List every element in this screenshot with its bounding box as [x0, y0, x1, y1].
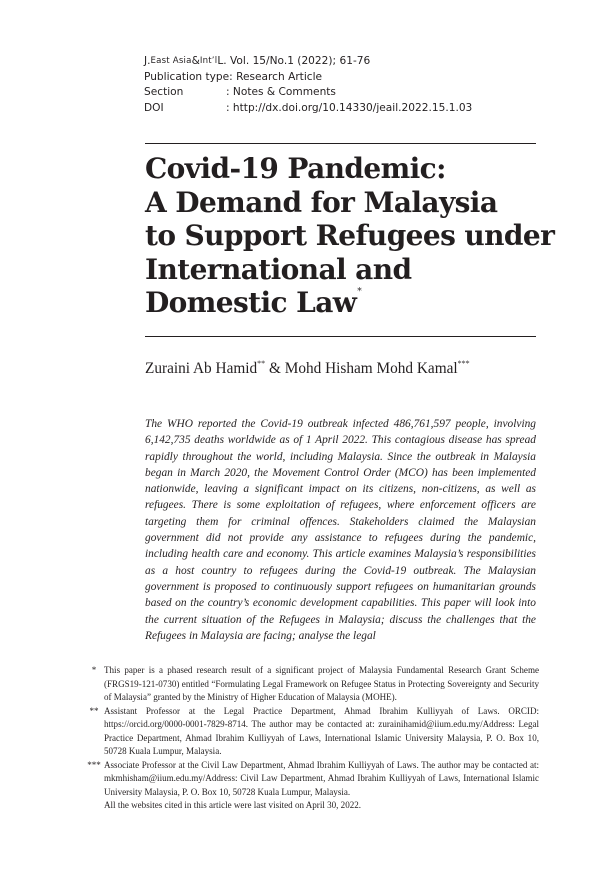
footnote-mark: ***: [87, 759, 101, 770]
author-line: [145, 360, 470, 378]
author-separator: &: [265, 360, 285, 377]
doi-value[interactable]: : http://dx.doi.org/10.14330/jeail.2022.15.1.03: [226, 101, 473, 114]
footnote-text: Assistant Professor at the Legal Practice Department, Ahmad Ibrahim Kulliyyah of Laws. ORCID: https://orcid.org/0000-0001-7829-8714. The author may be contacted at: zurainihamid@iium.edu.my/Address: Legal Practice Department, Ahmad Ibrahim Kulliyyah of Laws, International Islamic University Malaysia, P. O. Box 10, 50728 Kuala Lumpur, Malaysia.: [104, 705, 539, 757]
footnote-text: This paper is a phased research result of a significant project of Malaysia Fundamental Research Grant Scheme (FRGS19-121-0730) entitled “Formulating Legal Framework on Refugee Status in Protecting Sovereignty and Security of Malaysia” granted by the Ministry of Higher Education of Malaysia (MOHE).: [104, 665, 539, 703]
author-1-marker[interactable]: **: [257, 359, 266, 368]
bottom-rule: [145, 336, 536, 337]
footnote-mark: *: [91, 665, 97, 675]
journal-name-sc-2: Int’l: [199, 56, 218, 66]
footnote-text: Associate Professor at the Civil Law Department, Ahmad Ibrahim Kulliyyah of Laws. The author may be contacted at: mkmhisham@iium.edu.my/Address: Civil Law Department, Ahmad Ibrahim Kulliyyah of Laws, International Islamic University Malaysia, P. O. Box 10, 50728 Kuala Lumpur, Malaysia.: [104, 759, 539, 797]
footnote: [84, 705, 539, 759]
citation-suffix: L. Vol. 15/No.1 (2022); 61-76: [217, 55, 371, 67]
footnote: [84, 664, 539, 705]
citation-line: [144, 54, 544, 70]
footnote-mark: **: [89, 705, 99, 716]
title-line: A Demand for Malaysia: [145, 185, 498, 219]
article-title: [145, 152, 555, 320]
pub-type-label: Publication type: [144, 70, 230, 83]
pub-type-line: [144, 70, 544, 86]
title-line: to Support Refugees under: [145, 219, 555, 252]
doi-label: DOI: [144, 101, 164, 114]
author-1: Zuraini Ab Hamid: [145, 360, 258, 377]
abstract: The WHO reported the Covid-19 outbreak infected 486,761,597 people, involving 6,142,735 deaths worldwide as of 1 April 2022. This contagious disease has spread rapidly throughout the world, including Malaysia. Since the outbreak in Malaysia began in March 2020, the Movement Control Order (MCO) has been implemented nationwide, leaving a significant impact on its citizens, non-citizens, as well as refugees. There is some exploitation of refugees, where enforcement officers are targeting them for criminal offences. Stakeholders claimed the Malaysian government did not provide any assistance to refugees during the pandemic, including health care and economy. This article examines Malaysia’s responsibilities as a host country to refugees during the Covid-19 outbreak. The Malaysian government is proposed to continuously support refugees on humanitarian grounds based on the country’s economic development capabilities. This paper will look into the current situation of the Refugees in Malaysia; discuss the challenges that the Refugees in Malaysia are facing; analyse the legal: [145, 418, 536, 642]
title-footnote-marker[interactable]: *: [357, 287, 362, 297]
doi-line: [144, 101, 544, 117]
citation-mid: &: [191, 55, 200, 67]
title-line-last: [145, 286, 540, 320]
citation-header: [144, 54, 544, 116]
top-rule: [145, 143, 536, 144]
title-line: International and: [145, 252, 412, 286]
author-2-marker[interactable]: ***: [457, 359, 470, 368]
section-line: [144, 85, 544, 101]
section-label: Section: [144, 86, 184, 99]
journal-name-sc-1: East Asia: [150, 56, 192, 66]
author-2: Mohd Hisham Mohd Kamal: [284, 360, 458, 377]
title-line-text: Domestic Law: [145, 286, 357, 319]
pub-type-value: : Research Article: [229, 70, 323, 83]
citation-prefix: J.: [144, 55, 151, 67]
footnote-websites-note: All the websites cited in this article were last visited on April 30, 2022.: [104, 800, 362, 811]
footnotes: [84, 664, 539, 813]
title-line: Covid-19 Pandemic:: [145, 152, 446, 185]
section-value: : Notes & Comments: [226, 86, 336, 99]
footnote: [84, 759, 539, 800]
